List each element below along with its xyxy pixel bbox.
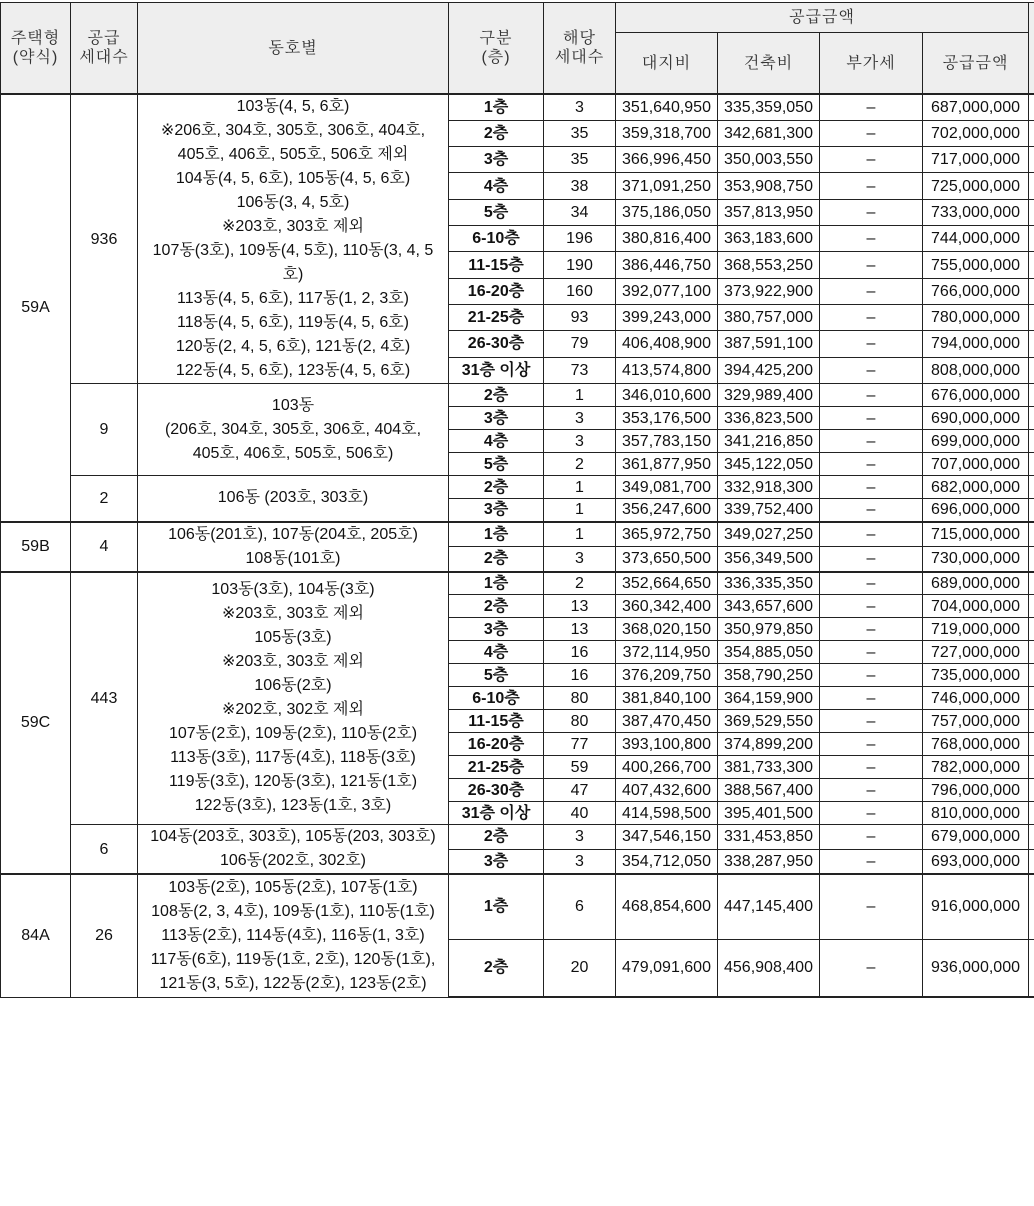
extra-cell [1029,618,1034,641]
land-price-cell: 400,266,700 [616,756,718,779]
extra-cell [1029,384,1034,407]
house-type-cell: 59B [1,522,71,572]
extra-cell [1029,641,1034,664]
vat-cell: – [820,407,923,430]
header-price-group: 공급금액 [616,3,1029,33]
house-type-cell: 59A [1,94,71,522]
house-type-cell: 84A [1,874,71,997]
floor-cell: 26-30층 [449,779,544,802]
total-price-cell: 687,000,000 [923,94,1029,120]
count-cell: 3 [544,825,616,850]
building-price-cell: 339,752,400 [718,499,820,522]
building-price-cell: 335,359,050 [718,94,820,120]
floor-cell: 2층 [449,120,544,146]
building-price-cell: 354,885,050 [718,641,820,664]
count-cell: 2 [544,572,616,595]
extra-cell [1029,173,1034,199]
units-cell: 103동(4, 5, 6호) ※206호, 304호, 305호, 306호, 404호, 405호, 406호, 505호, 506호 제외 104동(4, 5, 6호), 105동(4, 5, 6호) 106동(3, 4, 5호) ※203호, 303호 제외 107동(3호), 109동(4, 5호), 110동(3, 4, 5호) 113동(4, 5, 6호), 117동(1, 2, 3호) 118동(4, 5, 6호), 119동(4, 5, 6호) 120동(2, 4, 5, 6호), 121동(2, 4호) 122동(4, 5, 6호), 123동(4, 5, 6호) [138,94,449,384]
count-cell: 79 [544,331,616,357]
floor-cell: 3층 [449,849,544,874]
land-price-cell: 414,598,500 [616,802,718,825]
supply-count-cell: 26 [71,874,138,997]
vat-cell: – [820,147,923,173]
building-price-cell: 395,401,500 [718,802,820,825]
total-price-cell: 689,000,000 [923,572,1029,595]
count-cell: 1 [544,522,616,547]
total-price-cell: 733,000,000 [923,199,1029,225]
table-row [1,94,1034,120]
table-row [1,874,1034,939]
floor-cell: 16-20층 [449,733,544,756]
extra-cell [1029,476,1034,499]
total-price-cell: 679,000,000 [923,825,1029,850]
count-cell: 6 [544,874,616,939]
supply-count-cell: 443 [71,572,138,825]
extra-cell [1029,407,1034,430]
building-price-cell: 332,918,300 [718,476,820,499]
vat-cell: – [820,522,923,547]
header-building: 건축비 [718,33,820,95]
building-price-cell: 447,145,400 [718,874,820,939]
building-price-cell: 380,757,000 [718,305,820,331]
count-cell: 1 [544,384,616,407]
land-price-cell: 361,877,950 [616,453,718,476]
units-cell: 103동(2호), 105동(2호), 107동(1호) 108동(2, 3, 4호), 109동(1호), 110동(1호) 113동(2호), 114동(4호), 116동(1, 3호) 117동(6호), 119동(1호, 2호), 120동(1호), 121동(3, 5호), 122동(2호), 123동(2호) [138,874,449,997]
extra-cell [1029,252,1034,278]
count-cell: 3 [544,547,616,572]
extra-cell [1029,756,1034,779]
total-price-cell: 916,000,000 [923,874,1029,939]
total-price-cell: 727,000,000 [923,641,1029,664]
extra-cell [1029,226,1034,252]
count-cell: 196 [544,226,616,252]
count-cell: 3 [544,430,616,453]
building-price-cell: 345,122,050 [718,453,820,476]
land-price-cell: 413,574,800 [616,357,718,383]
extra-cell [1029,94,1034,120]
count-cell: 34 [544,199,616,225]
floor-cell: 2층 [449,384,544,407]
vat-cell: – [820,94,923,120]
total-price-cell: 936,000,000 [923,939,1029,997]
extra-cell [1029,939,1034,997]
total-price-cell: 768,000,000 [923,733,1029,756]
extra-cell [1029,305,1034,331]
building-price-cell: 368,553,250 [718,252,820,278]
extra-cell [1029,874,1034,939]
table-row [1,522,1034,547]
floor-cell: 6-10층 [449,687,544,710]
land-price-cell: 479,091,600 [616,939,718,997]
supply-count-cell: 936 [71,94,138,384]
vat-cell: – [820,199,923,225]
total-price-cell: 707,000,000 [923,453,1029,476]
units-cell: 106동 (203호, 303호) [138,476,449,522]
floor-cell: 5층 [449,199,544,225]
land-price-cell: 386,446,750 [616,252,718,278]
extra-cell [1029,453,1034,476]
header-count: 해당 세대수 [544,3,616,95]
header-land: 대지비 [616,33,718,95]
units-cell: 103동(3호), 104동(3호) ※203호, 303호 제외 105동(3호) ※203호, 303호 제외 106동(2호) ※202호, 302호 제외 107동(2호), 109동(2호), 110동(2호) 113동(3호), 117동(4호), 118동(3호) 119동(3호), 120동(3호), 121동(1호) 122동(3호), 123동(1호, 3호) [138,572,449,825]
building-price-cell: 338,287,950 [718,849,820,874]
count-cell: 2 [544,453,616,476]
building-price-cell: 363,183,600 [718,226,820,252]
count-cell: 80 [544,710,616,733]
land-price-cell: 352,664,650 [616,572,718,595]
extra-cell [1029,710,1034,733]
count-cell: 1 [544,476,616,499]
house-type-group [1,572,1034,875]
land-price-cell: 375,186,050 [616,199,718,225]
total-price-cell: 810,000,000 [923,802,1029,825]
count-cell: 16 [544,664,616,687]
land-price-cell: 359,318,700 [616,120,718,146]
extra-cell [1029,120,1034,146]
total-price-cell: 757,000,000 [923,710,1029,733]
table-row [1,825,1034,850]
total-price-cell: 725,000,000 [923,173,1029,199]
floor-cell: 21-25층 [449,756,544,779]
extra-cell [1029,331,1034,357]
vat-cell: – [820,331,923,357]
land-price-cell: 349,081,700 [616,476,718,499]
land-price-cell: 399,243,000 [616,305,718,331]
total-price-cell: 690,000,000 [923,407,1029,430]
floor-cell: 31층 이상 [449,802,544,825]
land-price-cell: 346,010,600 [616,384,718,407]
total-price-cell: 782,000,000 [923,756,1029,779]
vat-cell: – [820,779,923,802]
land-price-cell: 406,408,900 [616,331,718,357]
extra-cell [1029,733,1034,756]
extra-cell [1029,522,1034,547]
extra-cell [1029,825,1034,850]
land-price-cell: 371,091,250 [616,173,718,199]
floor-cell: 4층 [449,430,544,453]
floor-cell: 16-20층 [449,278,544,304]
building-price-cell: 350,979,850 [718,618,820,641]
extra-cell [1029,849,1034,874]
header-type: 주택형 (약식) [1,3,71,95]
total-price-cell: 704,000,000 [923,595,1029,618]
floor-cell: 21-25층 [449,305,544,331]
count-cell: 1 [544,499,616,522]
total-price-cell: 696,000,000 [923,499,1029,522]
vat-cell: – [820,226,923,252]
table-header [1,3,1034,95]
vat-cell: – [820,252,923,278]
total-price-cell: 780,000,000 [923,305,1029,331]
building-price-cell: 388,567,400 [718,779,820,802]
count-cell: 190 [544,252,616,278]
land-price-cell: 365,972,750 [616,522,718,547]
land-price-cell: 353,176,500 [616,407,718,430]
vat-cell: – [820,733,923,756]
table-row [1,384,1034,407]
land-price-cell: 354,712,050 [616,849,718,874]
building-price-cell: 341,216,850 [718,430,820,453]
extra-cell [1029,547,1034,572]
floor-cell: 31층 이상 [449,357,544,383]
floor-cell: 2층 [449,547,544,572]
total-price-cell: 676,000,000 [923,384,1029,407]
building-price-cell: 387,591,100 [718,331,820,357]
total-price-cell: 796,000,000 [923,779,1029,802]
land-price-cell: 356,247,600 [616,499,718,522]
house-type-group [1,94,1034,522]
vat-cell: – [820,595,923,618]
building-price-cell: 357,813,950 [718,199,820,225]
land-price-cell: 372,114,950 [616,641,718,664]
table-row [1,476,1034,499]
extra-cell [1029,802,1034,825]
vat-cell: – [820,641,923,664]
floor-cell: 11-15층 [449,252,544,278]
land-price-cell: 373,650,500 [616,547,718,572]
vat-cell: – [820,825,923,850]
count-cell: 93 [544,305,616,331]
land-price-cell: 387,470,450 [616,710,718,733]
building-price-cell: 349,027,250 [718,522,820,547]
building-price-cell: 329,989,400 [718,384,820,407]
extra-cell [1029,147,1034,173]
count-cell: 80 [544,687,616,710]
count-cell: 3 [544,94,616,120]
vat-cell: – [820,939,923,997]
total-price-cell: 794,000,000 [923,331,1029,357]
count-cell: 59 [544,756,616,779]
building-price-cell: 331,453,850 [718,825,820,850]
floor-cell: 2층 [449,825,544,850]
count-cell: 13 [544,618,616,641]
vat-cell: – [820,687,923,710]
building-price-cell: 373,922,900 [718,278,820,304]
count-cell: 160 [544,278,616,304]
floor-cell: 3층 [449,407,544,430]
count-cell: 35 [544,147,616,173]
floor-cell: 5층 [449,453,544,476]
floor-cell: 1층 [449,572,544,595]
supply-count-cell: 4 [71,522,138,572]
extra-cell [1029,572,1034,595]
total-price-cell: 766,000,000 [923,278,1029,304]
vat-cell: – [820,802,923,825]
vat-cell: – [820,756,923,779]
extra-cell [1029,779,1034,802]
land-price-cell: 376,209,750 [616,664,718,687]
land-price-cell: 381,840,100 [616,687,718,710]
vat-cell: – [820,476,923,499]
vat-cell: – [820,278,923,304]
vat-cell: – [820,430,923,453]
supply-count-cell: 6 [71,825,138,875]
building-price-cell: 456,908,400 [718,939,820,997]
count-cell: 13 [544,595,616,618]
extra-cell [1029,430,1034,453]
vat-cell: – [820,874,923,939]
floor-cell: 4층 [449,641,544,664]
house-type-cell: 59C [1,572,71,875]
building-price-cell: 358,790,250 [718,664,820,687]
vat-cell: – [820,499,923,522]
building-price-cell: 381,733,300 [718,756,820,779]
floor-cell: 4층 [449,173,544,199]
land-price-cell: 360,342,400 [616,595,718,618]
floor-cell: 1층 [449,874,544,939]
land-price-cell: 393,100,800 [616,733,718,756]
total-price-cell: 719,000,000 [923,618,1029,641]
land-price-cell: 468,854,600 [616,874,718,939]
land-price-cell: 392,077,100 [616,278,718,304]
floor-cell: 3층 [449,618,544,641]
building-price-cell: 336,335,350 [718,572,820,595]
extra-cell [1029,199,1034,225]
land-price-cell: 366,996,450 [616,147,718,173]
floor-cell: 2층 [449,595,544,618]
total-price-cell: 730,000,000 [923,547,1029,572]
total-price-cell: 755,000,000 [923,252,1029,278]
total-price-cell: 744,000,000 [923,226,1029,252]
vat-cell: – [820,305,923,331]
floor-cell: 5층 [449,664,544,687]
building-price-cell: 369,529,550 [718,710,820,733]
floor-cell: 11-15층 [449,710,544,733]
vat-cell: – [820,618,923,641]
supply-count-cell: 2 [71,476,138,522]
header-vat: 부가세 [820,33,923,95]
total-price-cell: 693,000,000 [923,849,1029,874]
vat-cell: – [820,849,923,874]
table-row [1,572,1034,595]
header-total: 공급금액 [923,33,1029,95]
floor-cell: 3층 [449,499,544,522]
units-cell: 104동(203호, 303호), 105동(203, 303호) 106동(202호, 302호) [138,825,449,875]
extra-cell [1029,499,1034,522]
total-price-cell: 808,000,000 [923,357,1029,383]
header-units: 동호별 [138,3,449,95]
total-price-cell: 699,000,000 [923,430,1029,453]
total-price-cell: 735,000,000 [923,664,1029,687]
extra-cell [1029,687,1034,710]
units-cell: 103동 (206호, 304호, 305호, 306호, 404호, 405호, 406호, 505호, 506호) [138,384,449,476]
floor-cell: 3층 [449,147,544,173]
total-price-cell: 717,000,000 [923,147,1029,173]
building-price-cell: 394,425,200 [718,357,820,383]
extra-cell [1029,357,1034,383]
count-cell: 35 [544,120,616,146]
count-cell: 40 [544,802,616,825]
header-extra [1029,3,1034,95]
land-price-cell: 368,020,150 [616,618,718,641]
vat-cell: – [820,664,923,687]
floor-cell: 1층 [449,522,544,547]
units-cell: 106동(201호), 107동(204호, 205호) 108동(101호) [138,522,449,572]
count-cell: 73 [544,357,616,383]
house-type-group [1,874,1034,997]
header-supply-count: 공급 세대수 [71,3,138,95]
count-cell: 47 [544,779,616,802]
building-price-cell: 364,159,900 [718,687,820,710]
vat-cell: – [820,710,923,733]
total-price-cell: 682,000,000 [923,476,1029,499]
extra-cell [1029,278,1034,304]
building-price-cell: 356,349,500 [718,547,820,572]
total-price-cell: 746,000,000 [923,687,1029,710]
floor-cell: 2층 [449,476,544,499]
building-price-cell: 342,681,300 [718,120,820,146]
total-price-cell: 715,000,000 [923,522,1029,547]
land-price-cell: 380,816,400 [616,226,718,252]
house-type-group [1,522,1034,572]
vat-cell: – [820,384,923,407]
building-price-cell: 353,908,750 [718,173,820,199]
floor-cell: 26-30층 [449,331,544,357]
vat-cell: – [820,572,923,595]
count-cell: 3 [544,849,616,874]
vat-cell: – [820,173,923,199]
extra-cell [1029,595,1034,618]
count-cell: 38 [544,173,616,199]
supply-price-table [0,2,1034,998]
land-price-cell: 351,640,950 [616,94,718,120]
land-price-cell: 347,546,150 [616,825,718,850]
count-cell: 77 [544,733,616,756]
building-price-cell: 350,003,550 [718,147,820,173]
vat-cell: – [820,120,923,146]
land-price-cell: 357,783,150 [616,430,718,453]
vat-cell: – [820,453,923,476]
header-floor: 구분 (층) [449,3,544,95]
extra-cell [1029,664,1034,687]
floor-cell: 6-10층 [449,226,544,252]
floor-cell: 1층 [449,94,544,120]
count-cell: 20 [544,939,616,997]
supply-count-cell: 9 [71,384,138,476]
building-price-cell: 336,823,500 [718,407,820,430]
count-cell: 3 [544,407,616,430]
building-price-cell: 374,899,200 [718,733,820,756]
vat-cell: – [820,547,923,572]
land-price-cell: 407,432,600 [616,779,718,802]
vat-cell: – [820,357,923,383]
count-cell: 16 [544,641,616,664]
building-price-cell: 343,657,600 [718,595,820,618]
floor-cell: 2층 [449,939,544,997]
total-price-cell: 702,000,000 [923,120,1029,146]
